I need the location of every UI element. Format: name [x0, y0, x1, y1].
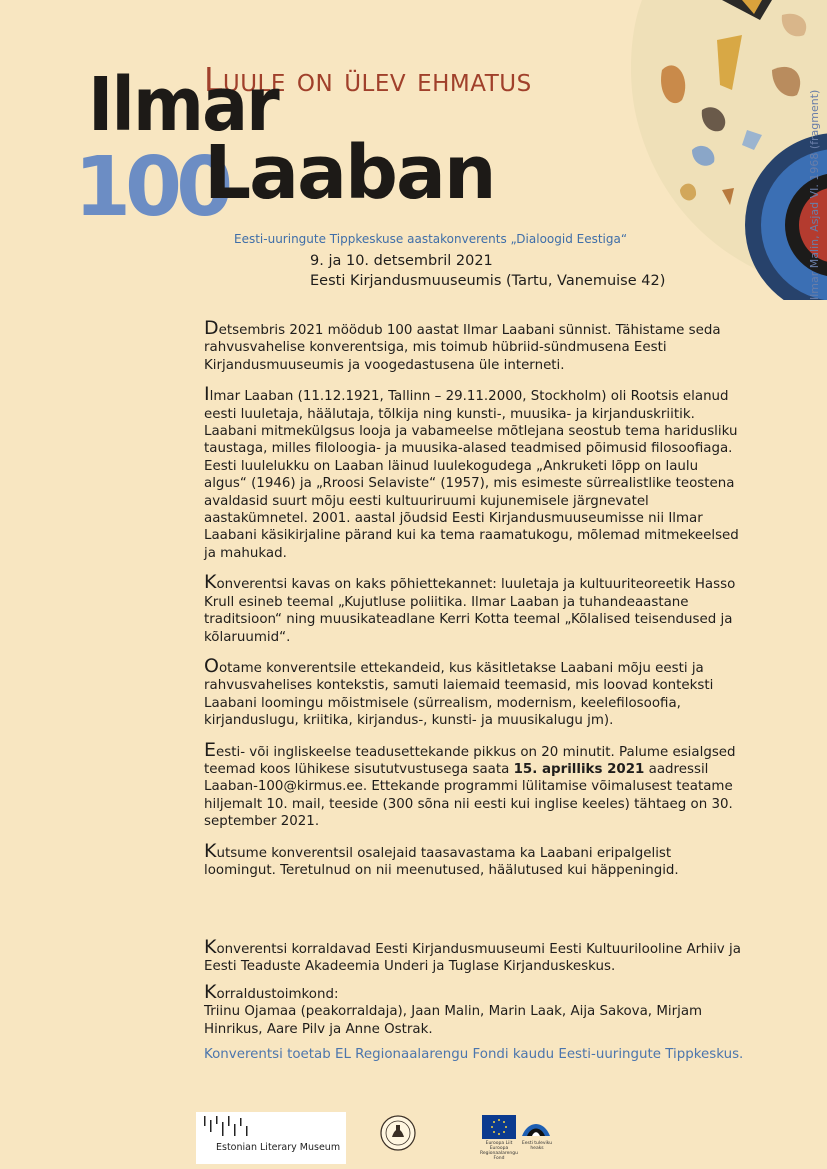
museum-logo-mark	[196, 1112, 346, 1142]
title-last-name: Laaban	[204, 130, 495, 216]
paragraph-keynotes: Konverentsi kavas on kaks põhiettekannet: luuletaja ja kultuuriteoreetik Hasso Krull esineb teemal „Kujutluse poliitika. Ilmar Laaban ja tuhandeaastane traditsioon“ ning muusikateadlane Kerri Kotta teemal „Kõlalised teisendused ja kõlaruumid“.	[204, 571, 736, 645]
academy-seal-icon	[380, 1115, 416, 1151]
artwork-fragment	[622, 0, 827, 300]
paragraph-biography: Ilmar Laaban (11.12.1921, Tallinn – 29.11.2000, Stockholm) oli Rootsis elanud eesti luuletaja, häälutaja, tõlkija ning kunsti-, muusika- ja kirjanduskriitik. Laabani mitmekülgsus looja ja vabameelse mõtlejana seostub tema haridusliku taustaga, milles filoloogia- ja muusika-alased teadmised põimusid filosoofiaga. Eesti luulelukku on Laaban läinud luulekogudega „Ankruketi lõpp on laulu algus“ (1946) ja „Rroosi Selaviste“ (1957), mis esimeste sürrealistlike teostena avaldasid suurt mõju eesti kultuuriruumi kujunemisele järgnevatel aastakümnetel. 2001. aastal jõudsid Eesti Kirjandusmuuseumisse nii Ilmar Laabani käsikirjaline pärand kui ka tema raamatukogu, mõlemad mitmekeelsed ja mahukad.	[204, 383, 739, 561]
drop-initial: K	[204, 980, 217, 1003]
drop-initial: K	[204, 936, 217, 958]
committee	[204, 980, 744, 1038]
title-first-name: Ilmar	[88, 62, 278, 148]
drop-initial: O	[204, 654, 219, 677]
organizers: Konverentsi korraldavad Eesti Kirjandusmuuseumi Eesti Kultuurilooline Arhiiv ja Eesti Teaduste Akadeemia Underi ja Tuglase Kirjanduskeskus.	[204, 936, 741, 975]
deadline: 15. aprilliks 2021	[513, 761, 645, 777]
body-text	[204, 317, 744, 893]
eu-flag-icon	[482, 1115, 516, 1139]
artwork-credit: Ilmar Malin, Asjad VI. 1968 (fragment)	[808, 89, 821, 300]
paragraph-call-for-papers: Ootame konverentsile ettekandeid, kus käsitletakse Laabani mõju eesti ja rahvusvahelises kontekstis, samuti laiemaid teemasid, mis loovad konteksti Laabani loomingu mõistmisele (sürrealism, modernism, keelefilosoofia, kirjanduslugu, kriitika, kirjandus-, kunsti- ja muusikalugu jm).	[204, 654, 714, 729]
committee-heading: orraldustoimkond:	[216, 986, 339, 1002]
museum-logo	[196, 1112, 346, 1164]
event-dates: 9. ja 10. detsembril 2021	[310, 253, 493, 269]
title-number: 100	[74, 140, 228, 235]
drop-initial: K	[204, 839, 217, 862]
paragraph-submission: Eesti- või ingliskeelse teadusettekande pikkus on 20 minutit. Palume esialgsed teemad koos lühikese sisututvustusega saata 15. aprilliks 2021 aadressil Laaban-100@kirmus.ee. Ettekande programmi lülitamise võimalusest teatame hiljemalt 10. mail, teeside (300 sõna nii eesti kui inglise keeles) tähtaeg on 30. september 2021.	[204, 738, 736, 830]
conference-line: Eesti-uuringute Tippkeskuse aastakonverents „Dialoogid Eestiga“	[234, 232, 628, 246]
event-info	[310, 251, 665, 291]
estonia-logo-icon	[520, 1116, 552, 1138]
paragraph-invitation: Kutsume konverentsil osalejaid taasavastama ka Laabani eripalgelist loomingut. Teretulnud on nii meenutused, häälutused kui häppeningid.	[204, 839, 679, 878]
museum-logo-text: Estonian Literary Museum	[216, 1142, 341, 1153]
poster-subtitle: Luule on ülev ehmatus	[204, 60, 532, 99]
drop-initial: K	[204, 571, 217, 594]
paragraph-intro: Detsembris 2021 möödub 100 aastat Ilmar Laabani sünnist. Tähistame seda rahvusvahelise konverentsiga, mis toimub hübriid-sündmusena Eesti Kirjandusmuuseumis ja voogedastusena üle interneti.	[204, 317, 721, 373]
drop-initial: I	[204, 383, 210, 406]
credits	[204, 936, 744, 1073]
support-note: Konverentsi toetab EL Regionaalarengu Fondi kaudu Eesti-uuringute Tippkeskus.	[204, 1047, 744, 1063]
drop-initial: E	[204, 738, 217, 761]
eu-caption: Euroopa Liit Euroopa Regionaalarengu Fond	[479, 1141, 518, 1161]
estonia-caption: Eesti tuleviku heaks	[521, 1141, 553, 1151]
committee-members: Triinu Ojamaa (peakorraldaja), Jaan Malin, Marin Laak, Aija Sakova, Mirjam Hinrikus, Aare Pilv ja Anne Ostrak.	[204, 1004, 703, 1037]
event-venue: Eesti Kirjandusmuuseumis (Tartu, Vanemuise 42)	[310, 273, 666, 289]
drop-initial: D	[204, 317, 219, 339]
